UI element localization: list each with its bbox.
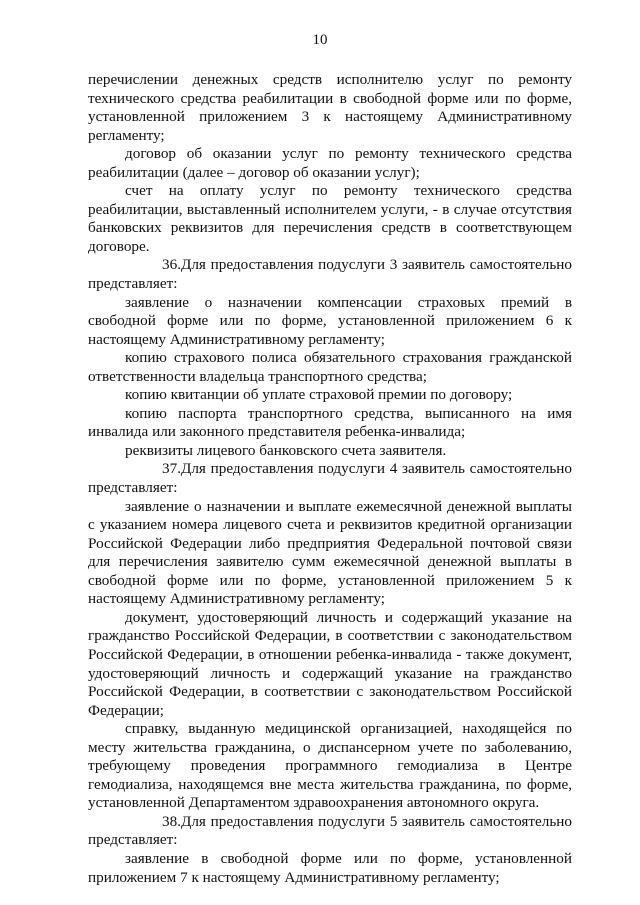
paragraph-text: заявление о назначении и выплате ежемесячной денежной выплаты с указанием номера лицевого счета и реквизитов кредитной организации Российской Федерации либо предприятия Федеральной почтовой связи для перечисления заявителю сумм ежемесячной денежной выплаты в свободной форме или по форме, установленной приложением 5 к настоящему Административному регламенту; <box>88 497 572 608</box>
paragraph-text: заявление о назначении компенсации страховых премий в свободной форме или по форме, установленной приложением 6 к настоящему Административному регламенту; <box>88 293 572 348</box>
paragraph <box>88 460 572 497</box>
paragraph <box>88 498 572 609</box>
page-number: 10 <box>312 32 328 48</box>
paragraph-text: справку, выданную медицинской организацией, находящейся по месту жительства гражданина, о диспансерном учете по заболеванию, требующему проведения программного гемодиализа в Центре гемодиализа, находящемся вне места жительства гражданина, по форме, установленной Департаментом здравоохранения автономного округа. <box>88 720 572 812</box>
paragraph-text: копию страхового полиса обязательного страхования гражданской ответственности владельца транспортного средства; <box>88 349 572 385</box>
paragraph-text: Для предоставления подуслуги 4 заявитель самостоятельно представляет: <box>88 460 572 497</box>
paragraph <box>88 294 572 350</box>
paragraph <box>88 182 572 256</box>
paragraph-text: Для предоставления подуслуги 3 заявитель самостоятельно представляет: <box>88 256 572 293</box>
paragraph-text: счет на оплату услуг по ремонту технического средства реабилитации, выставленный исполнителем услуги, - в случае отсутствия банковских реквизитов для перечисления средств в соответствующем договоре. <box>88 182 572 255</box>
body-text <box>88 71 572 887</box>
paragraph <box>88 386 572 405</box>
paragraph-text: копию паспорта транспортного средства, выписанного на имя инвалида или законного представителя ребенка-инвалида; <box>88 404 572 441</box>
paragraph <box>88 813 572 850</box>
paragraph-text: перечислении денежных средств исполнителю услуг по ремонту технического средства реабилитации в свободной форме или по форме, установленной приложением 3 к настоящему Административному регламенту; <box>88 71 572 144</box>
paragraph-text: копию квитанции об уплате страховой премии по договору; <box>125 386 513 404</box>
paragraph <box>88 349 572 386</box>
paragraph-text: реквизиты лицевого банковского счета заявителя. <box>125 441 447 459</box>
clause-number: 38. <box>162 812 181 830</box>
paragraph-text: Для предоставления подуслуги 5 заявитель самостоятельно представляет: <box>88 812 572 849</box>
paragraph <box>88 442 572 461</box>
paragraph <box>88 256 572 293</box>
paragraph <box>88 609 572 720</box>
paragraph-text: договор об оказании услуг по ремонту технического средства реабилитации (далее – договор об оказании услуг); <box>88 145 572 181</box>
paragraph <box>88 145 572 182</box>
paragraph <box>88 720 572 813</box>
paragraph-text: документ, удостоверяющий личность и содержащий указание на гражданство Российской Федерации, в соответствии с законодательством Российской Федерации, в отношении ребенка-инвалида - также документ, удостоверяющий личность и содержащий указание на гражданство Российской Федерации, в соответствии с законодательством Российской Федерации; <box>88 608 572 719</box>
clause-number: 37. <box>162 460 181 478</box>
paragraph <box>88 71 572 145</box>
paragraph-text: заявление в свободной форме или по форме, установленной приложением 7 к настоящему Административному регламенту; <box>88 849 572 886</box>
paragraph <box>88 850 572 887</box>
clause-number: 36. <box>162 256 181 274</box>
paragraph <box>88 405 572 442</box>
